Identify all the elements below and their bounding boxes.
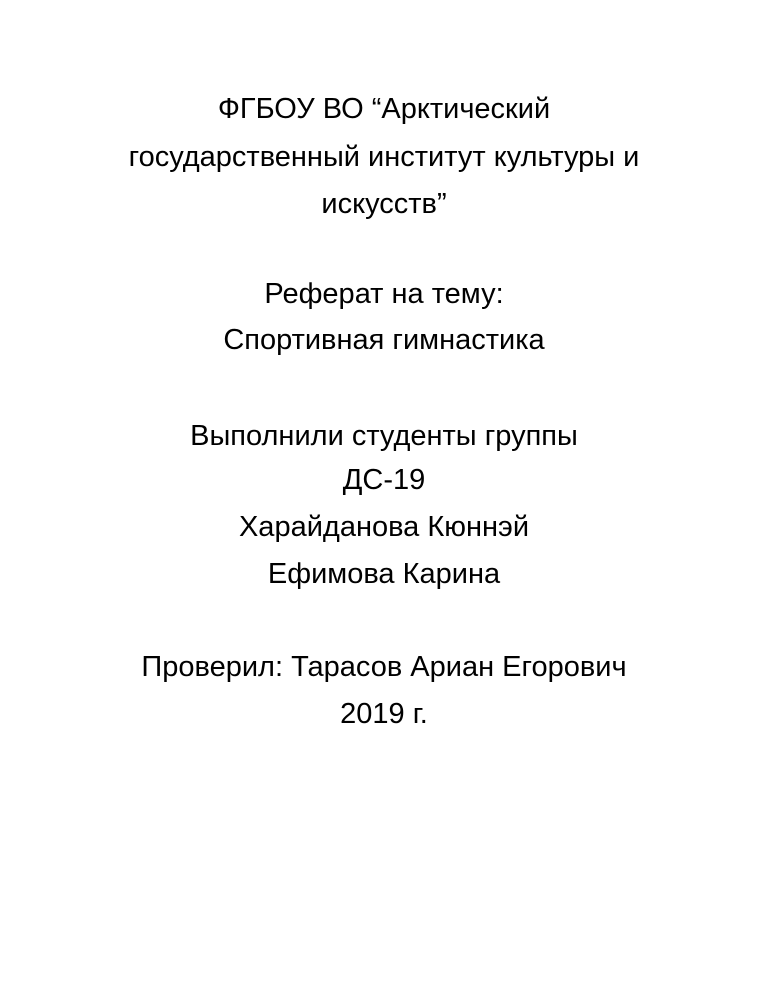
institution-line-2: государственный институт культуры и: [128, 141, 640, 173]
year-line: 2019 г.: [340, 698, 428, 730]
student-name-1: Харайданова Кюннэй: [238, 511, 530, 543]
authors-label: Выполнили студенты группы: [190, 420, 578, 452]
group-name: ДС-19: [342, 464, 426, 496]
reviewer-line: Проверил: Тарасов Ариан Егорович: [141, 651, 627, 683]
topic-title: Спортивная гимнастика: [223, 324, 545, 356]
institution-line-3: искусств”: [321, 188, 447, 220]
student-name-2: Ефимова Карина: [267, 558, 501, 590]
institution-line-1: ФГБОУ ВО “Арктический: [217, 93, 551, 125]
topic-label: Реферат на тему:: [264, 278, 504, 310]
